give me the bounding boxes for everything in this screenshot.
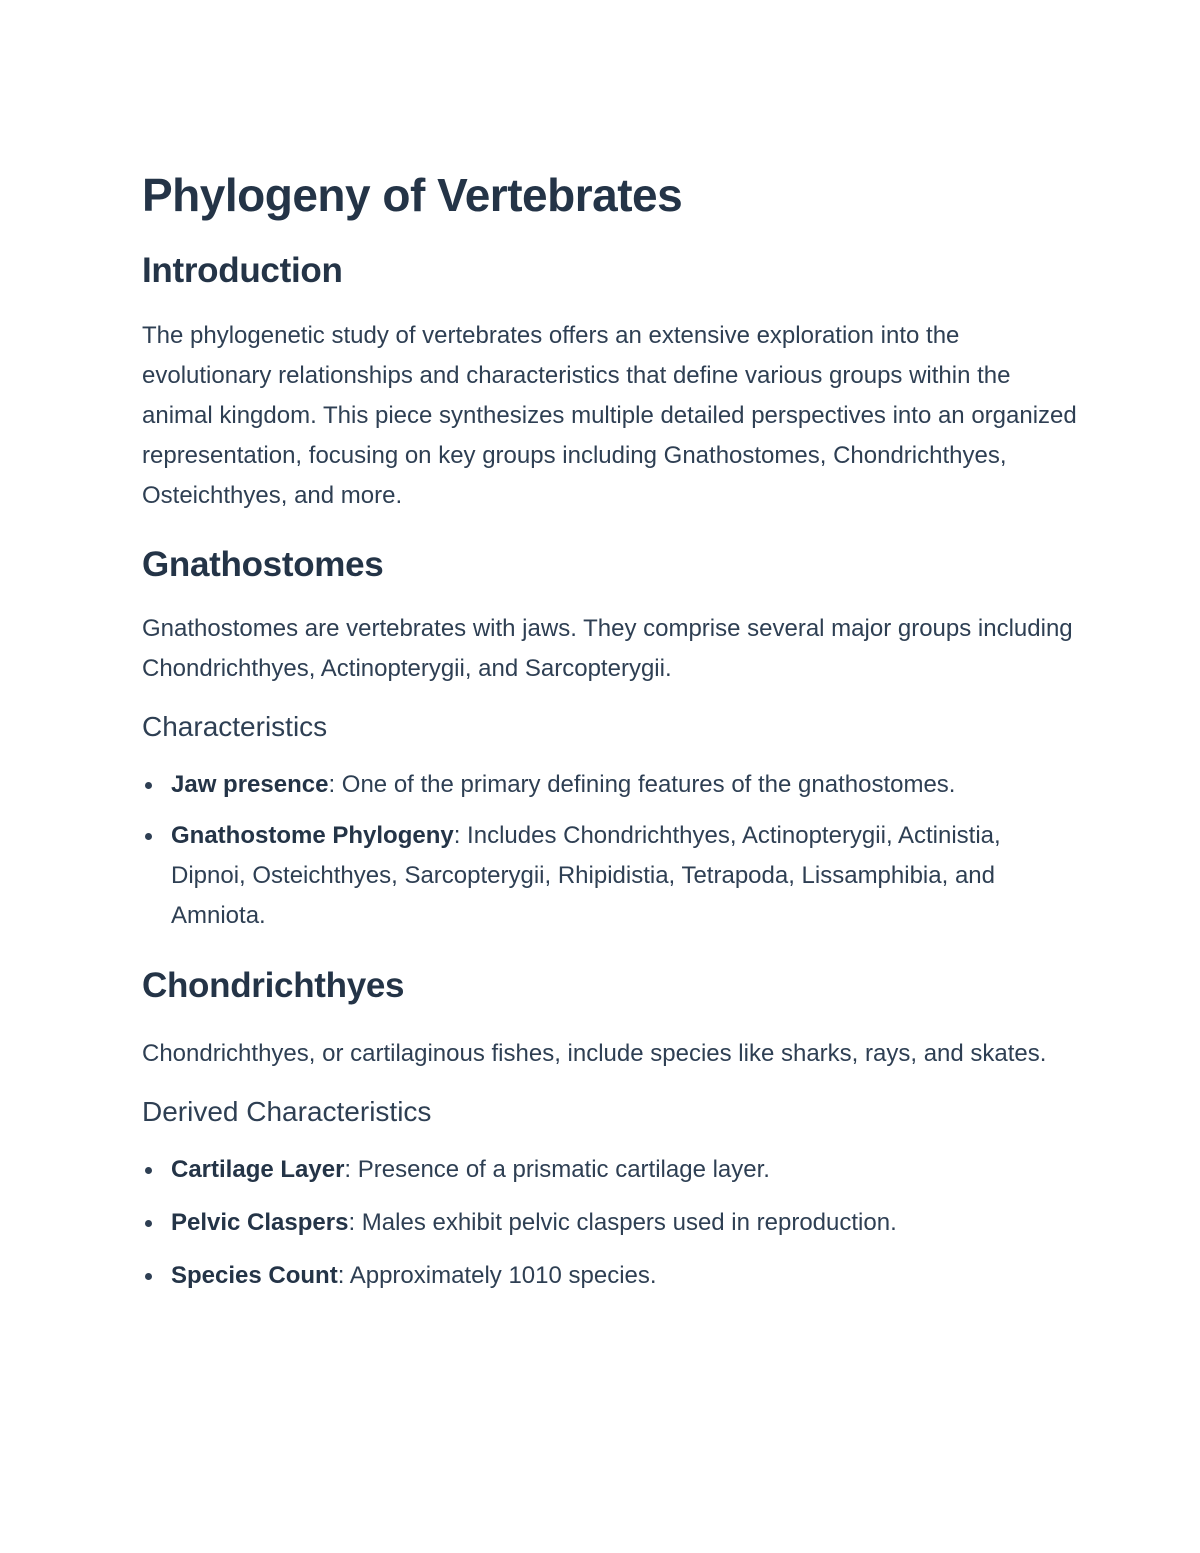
list-item-text: Approximately 1010 species.: [349, 1262, 657, 1289]
section-heading-introduction: Introduction: [142, 251, 343, 290]
chondrichthyes-paragraph: Chondrichthyes, or cartilaginous fishes, include species like sharks, rays, and skates.: [142, 1040, 1047, 1067]
gnathostomes-subheading: Characteristics: [142, 711, 328, 742]
list-item-term: Pelvic Claspers: [171, 1209, 349, 1236]
list-item-text: Includes Chondrichthyes, Actinopterygii, Actinistia, Dipnoi, Osteichthyes, Sarcopterygii, Rhipidistia, Tetrapoda, Lissamphibia, and Amniota.: [171, 822, 1001, 929]
list-item: Gnathostome Phylogeny: Includes Chondrichthyes, Actinopterygii, Actinistia, Dipnoi, Osteichthyes, Sarcopterygii, Rhipidistia, Tetrapoda, Lissamphibia, and Amniota.: [142, 816, 1082, 936]
list-item-term: Cartilage Layer: [171, 1156, 345, 1183]
document-page: [142, 160, 1082, 1296]
list-item-term: Gnathostome Phylogeny: [171, 822, 454, 849]
list-item: Pelvic Claspers: Males exhibit pelvic claspers used in reproduction.: [142, 1203, 1082, 1243]
list-item-text: One of the primary defining features of the gnathostomes.: [341, 771, 956, 798]
page-title: Phylogeny of Vertebrates: [142, 169, 683, 221]
chondrichthyes-characteristics-list: [142, 1150, 1082, 1296]
chondrichthyes-subheading: Derived Characteristics: [142, 1096, 432, 1127]
list-item-term: Species Count: [171, 1262, 338, 1289]
section-heading-gnathostomes: Gnathostomes: [142, 545, 384, 584]
gnathostomes-characteristics-list: [142, 765, 1082, 936]
gnathostomes-paragraph: Gnathostomes are vertebrates with jaws. They comprise several major groups including Chondrichthyes, Actinopterygii, and Sarcopterygii.: [142, 615, 1073, 682]
list-item-text: Males exhibit pelvic claspers used in reproduction.: [361, 1209, 897, 1236]
list-item: Jaw presence: One of the primary defining features of the gnathostomes.: [142, 765, 1082, 805]
list-item: Cartilage Layer: Presence of a prismatic cartilage layer.: [142, 1150, 1082, 1190]
section-heading-chondrichthyes: Chondrichthyes: [142, 966, 405, 1005]
introduction-paragraph: The phylogenetic study of vertebrates offers an extensive exploration into the evolutionary relationships and characteristics that define various groups within the animal kingdom. This piece synthesizes multiple detailed perspectives into an organized representation, focusing on key groups including Gnathostomes, Chondrichthyes, Osteichthyes, and more.: [142, 322, 1077, 509]
list-item-text: Presence of a prismatic cartilage layer.: [357, 1156, 770, 1183]
list-item: Species Count: Approximately 1010 species.: [142, 1256, 1082, 1296]
list-item-term: Jaw presence: [171, 771, 329, 798]
